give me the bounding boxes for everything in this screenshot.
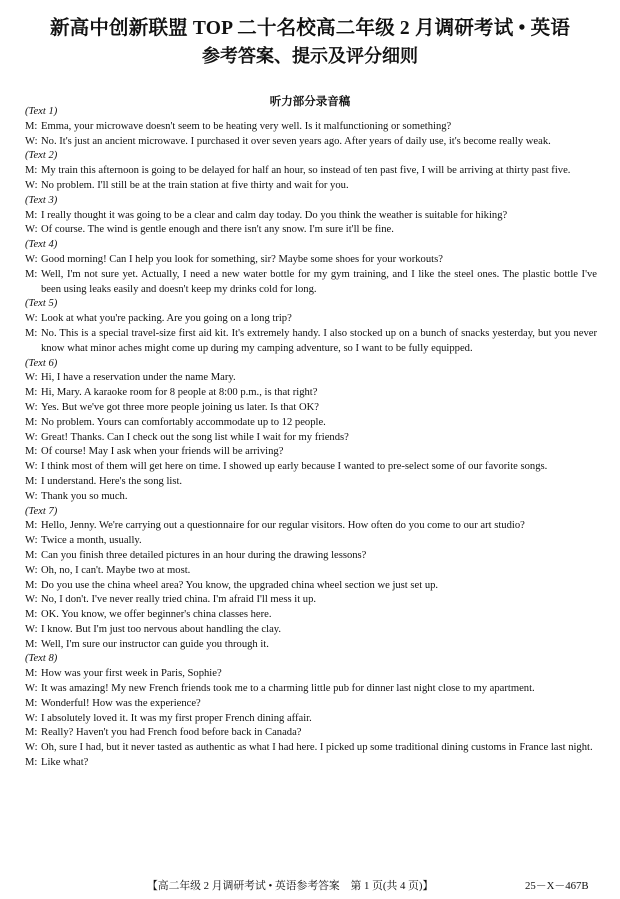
speaker-label: M: [25, 757, 38, 769]
dialogue-text: I absolutely loved it. It was my first proper French dining affair. [41, 712, 312, 724]
dialogue-text: No. It's just an ancient microwave. I purchased it over seven years ago. After years of daily use, it's become really weak. [41, 135, 551, 147]
dialogue-line [25, 312, 597, 327]
text-label: (Text 8) [25, 653, 58, 665]
dialogue-line [25, 682, 597, 697]
dialogue-line [25, 608, 597, 623]
dialogue-text: Of course. The wind is gentle enough and there isn't any snow. I'm sure it'll be fine. [41, 224, 394, 236]
speaker-label: M: [25, 579, 38, 591]
speaker-label: M: [25, 549, 38, 561]
speaker-label: W: [25, 564, 38, 576]
speaker-label: M: [25, 475, 38, 487]
dialogue-text: Do you use the china wheel area? You know, the upgraded china wheel section we just set up. [41, 579, 439, 591]
dialogue-line [25, 593, 597, 608]
speaker-label: M: [25, 446, 38, 458]
speaker-label: W: [25, 431, 38, 443]
text-label: (Text 3) [25, 194, 58, 206]
text-label: (Text 7) [25, 505, 58, 517]
dialogue-line [25, 564, 597, 579]
speaker-label: W: [25, 224, 38, 236]
dialogue-line [25, 712, 597, 727]
speaker-label: W: [25, 742, 38, 754]
dialogue-line [25, 371, 597, 386]
dialogue-line [25, 209, 597, 224]
dialogue-line [25, 697, 597, 712]
dialogue-text: Twice a month, usually. [41, 535, 142, 547]
text-label: (Text 1) [25, 106, 58, 117]
speaker-label: M: [25, 209, 38, 221]
speaker-label: W: [25, 594, 38, 606]
dialogue-line [25, 135, 597, 150]
dialogue-text: Thank you so much. [41, 490, 128, 502]
dialogue-line [25, 120, 597, 135]
dialogue-line [25, 386, 597, 401]
dialogue-text: No. This is a special travel-size first aid kit. It's extremely handy. I also stocked up on a bunch of snacks yesterday, but you never know what minor aches might come up during my camping adventure, so I want to be fully equipped. [41, 327, 597, 354]
speaker-label: W: [25, 712, 38, 724]
dialogue-line [25, 741, 597, 756]
speaker-label: M: [25, 268, 38, 280]
dialogue-line [25, 431, 597, 446]
dialogue-line [25, 490, 597, 505]
dialogue-text: Hi, Mary. A karaoke room for 8 people at 8:00 p.m., is that right? [41, 387, 318, 399]
dialogue-line [25, 223, 597, 238]
speaker-label: M: [25, 165, 38, 177]
speaker-label: W: [25, 490, 38, 502]
dialogue-text: Yes. But we've got three more people joining us later. Is that OK? [41, 401, 319, 413]
dialogue-line [25, 519, 597, 534]
dialogue-line [25, 253, 597, 268]
dialogue-line [25, 623, 597, 638]
dialogue-text: Oh, sure I had, but it never tasted as authentic as what I had here. I picked up some traditional dining customs in France last night. [41, 742, 593, 754]
dialogue-text: No problem. I'll still be at the train station at five thirty and wait for you. [41, 179, 349, 191]
dialogue-line [25, 638, 597, 653]
dialogue-line [25, 534, 597, 549]
dialogue-line [25, 667, 597, 682]
speaker-label: W: [25, 683, 38, 695]
speaker-label: M: [25, 668, 38, 680]
dialogue-line [25, 475, 597, 490]
dialogue-text: Good morning! Can I help you look for something, sir? Maybe some shoes for your workouts? [41, 253, 443, 265]
speaker-label: M: [25, 387, 38, 399]
dialogue-text: Really? Haven't you had French food before back in Canada? [41, 727, 302, 739]
text-label: (Text 5) [25, 298, 58, 310]
dialogue-line [25, 164, 597, 179]
dialogue-line [25, 327, 597, 357]
dialogue-text: Hello, Jenny. We're carrying out a questionnaire for our regular visitors. How often do you come to our art studio? [41, 520, 525, 532]
dialogue-line [25, 756, 597, 771]
dialogue-line [25, 579, 597, 594]
dialogue-line [25, 401, 597, 416]
dialogue-line [25, 460, 597, 475]
document-title: 新高中创新联盟 TOP 二十名校高二年级 2 月调研考试 • 英语 [49, 18, 571, 39]
dialogue-text: I really thought it was going to be a clear and calm day today. Do you think the weather is suitable for hiking? [41, 209, 508, 221]
speaker-label: M: [25, 416, 38, 428]
dialogue-text: OK. You know, we offer beginner's china classes here. [41, 609, 272, 621]
dialogue-text: How was your first week in Paris, Sophie? [41, 668, 222, 680]
speaker-label: M: [25, 697, 38, 709]
dialogue-line [25, 179, 597, 194]
speaker-label: M: [25, 327, 38, 339]
transcript-body [25, 105, 597, 771]
dialogue-text: My train this afternoon is going to be delayed for half an hour, so instead of ten past five, I will be arriving at thirty past five. [41, 165, 571, 177]
dialogue-line [25, 268, 597, 298]
dialogue-line [25, 416, 597, 431]
speaker-label: W: [25, 535, 38, 547]
speaker-label: W: [25, 623, 38, 635]
dialogue-text: I understand. Here's the song list. [41, 475, 183, 487]
dialogue-text: Hi, I have a reservation under the name Mary. [41, 372, 236, 384]
dialogue-line [25, 549, 597, 564]
dialogue-text: I know. But I'm just too nervous about handling the clay. [41, 623, 282, 635]
dialogue-text: Well, I'm sure our instructor can guide you through it. [41, 638, 269, 650]
section-title: 听力部分录音稿 [269, 96, 351, 108]
dialogue-text: I think most of them will get here on time. I showed up early because I wanted to pre-select some of our favorite songs. [41, 461, 548, 473]
speaker-label: M: [25, 609, 38, 621]
footer-page-info: 【高二年级 2 月调研考试 • 英语参考答案 第 1 页(共 4 页)】 [147, 880, 434, 892]
speaker-label: M: [25, 120, 38, 132]
dialogue-text: It was amazing! My new French friends took me to a charming little pub for dinner last night close to my apartment. [41, 683, 535, 695]
dialogue-text: Can you finish three detailed pictures in an hour during the drawing lessons? [41, 549, 367, 561]
dialogue-text: Great! Thanks. Can I check out the song list while I wait for my friends? [41, 431, 349, 443]
dialogue-line [25, 445, 597, 460]
dialogue-text: Like what? [41, 757, 89, 769]
document-subtitle: 参考答案、提示及评分细则 [202, 46, 418, 66]
speaker-label: M: [25, 727, 38, 739]
speaker-label: M: [25, 520, 38, 532]
text-label: (Text 4) [25, 239, 58, 251]
text-label: (Text 6) [25, 357, 58, 369]
speaker-label: W: [25, 253, 38, 265]
dialogue-text: Emma, your microwave doesn't seem to be heating very well. Is it malfunctioning or something? [41, 120, 452, 132]
dialogue-line [25, 726, 597, 741]
dialogue-text: No problem. Yours can comfortably accommodate up to 12 people. [41, 416, 326, 428]
speaker-label: M: [25, 638, 38, 650]
dialogue-text: No, I don't. I've never really tried china. I'm afraid I'll mess it up. [41, 594, 317, 606]
dialogue-text: Wonderful! How was the experience? [41, 697, 201, 709]
speaker-label: W: [25, 372, 38, 384]
footer-code: 25－X－467B [525, 880, 589, 892]
speaker-label: W: [25, 401, 38, 413]
text-label: (Text 2) [25, 150, 58, 162]
dialogue-text: Look at what you're packing. Are you going on a long trip? [41, 313, 292, 325]
speaker-label: W: [25, 179, 38, 191]
speaker-label: W: [25, 313, 38, 325]
dialogue-text: Well, I'm not sure yet. Actually, I need a new water bottle for my gym training, and I like the steel ones. The plastic bottle I've been using leaks easily and doesn't keep my drinks cold for long. [41, 268, 597, 295]
speaker-label: W: [25, 135, 38, 147]
speaker-label: W: [25, 461, 38, 473]
dialogue-text: Oh, no, I can't. Maybe two at most. [41, 564, 191, 576]
dialogue-text: Of course! May I ask when your friends will be arriving? [41, 446, 284, 458]
